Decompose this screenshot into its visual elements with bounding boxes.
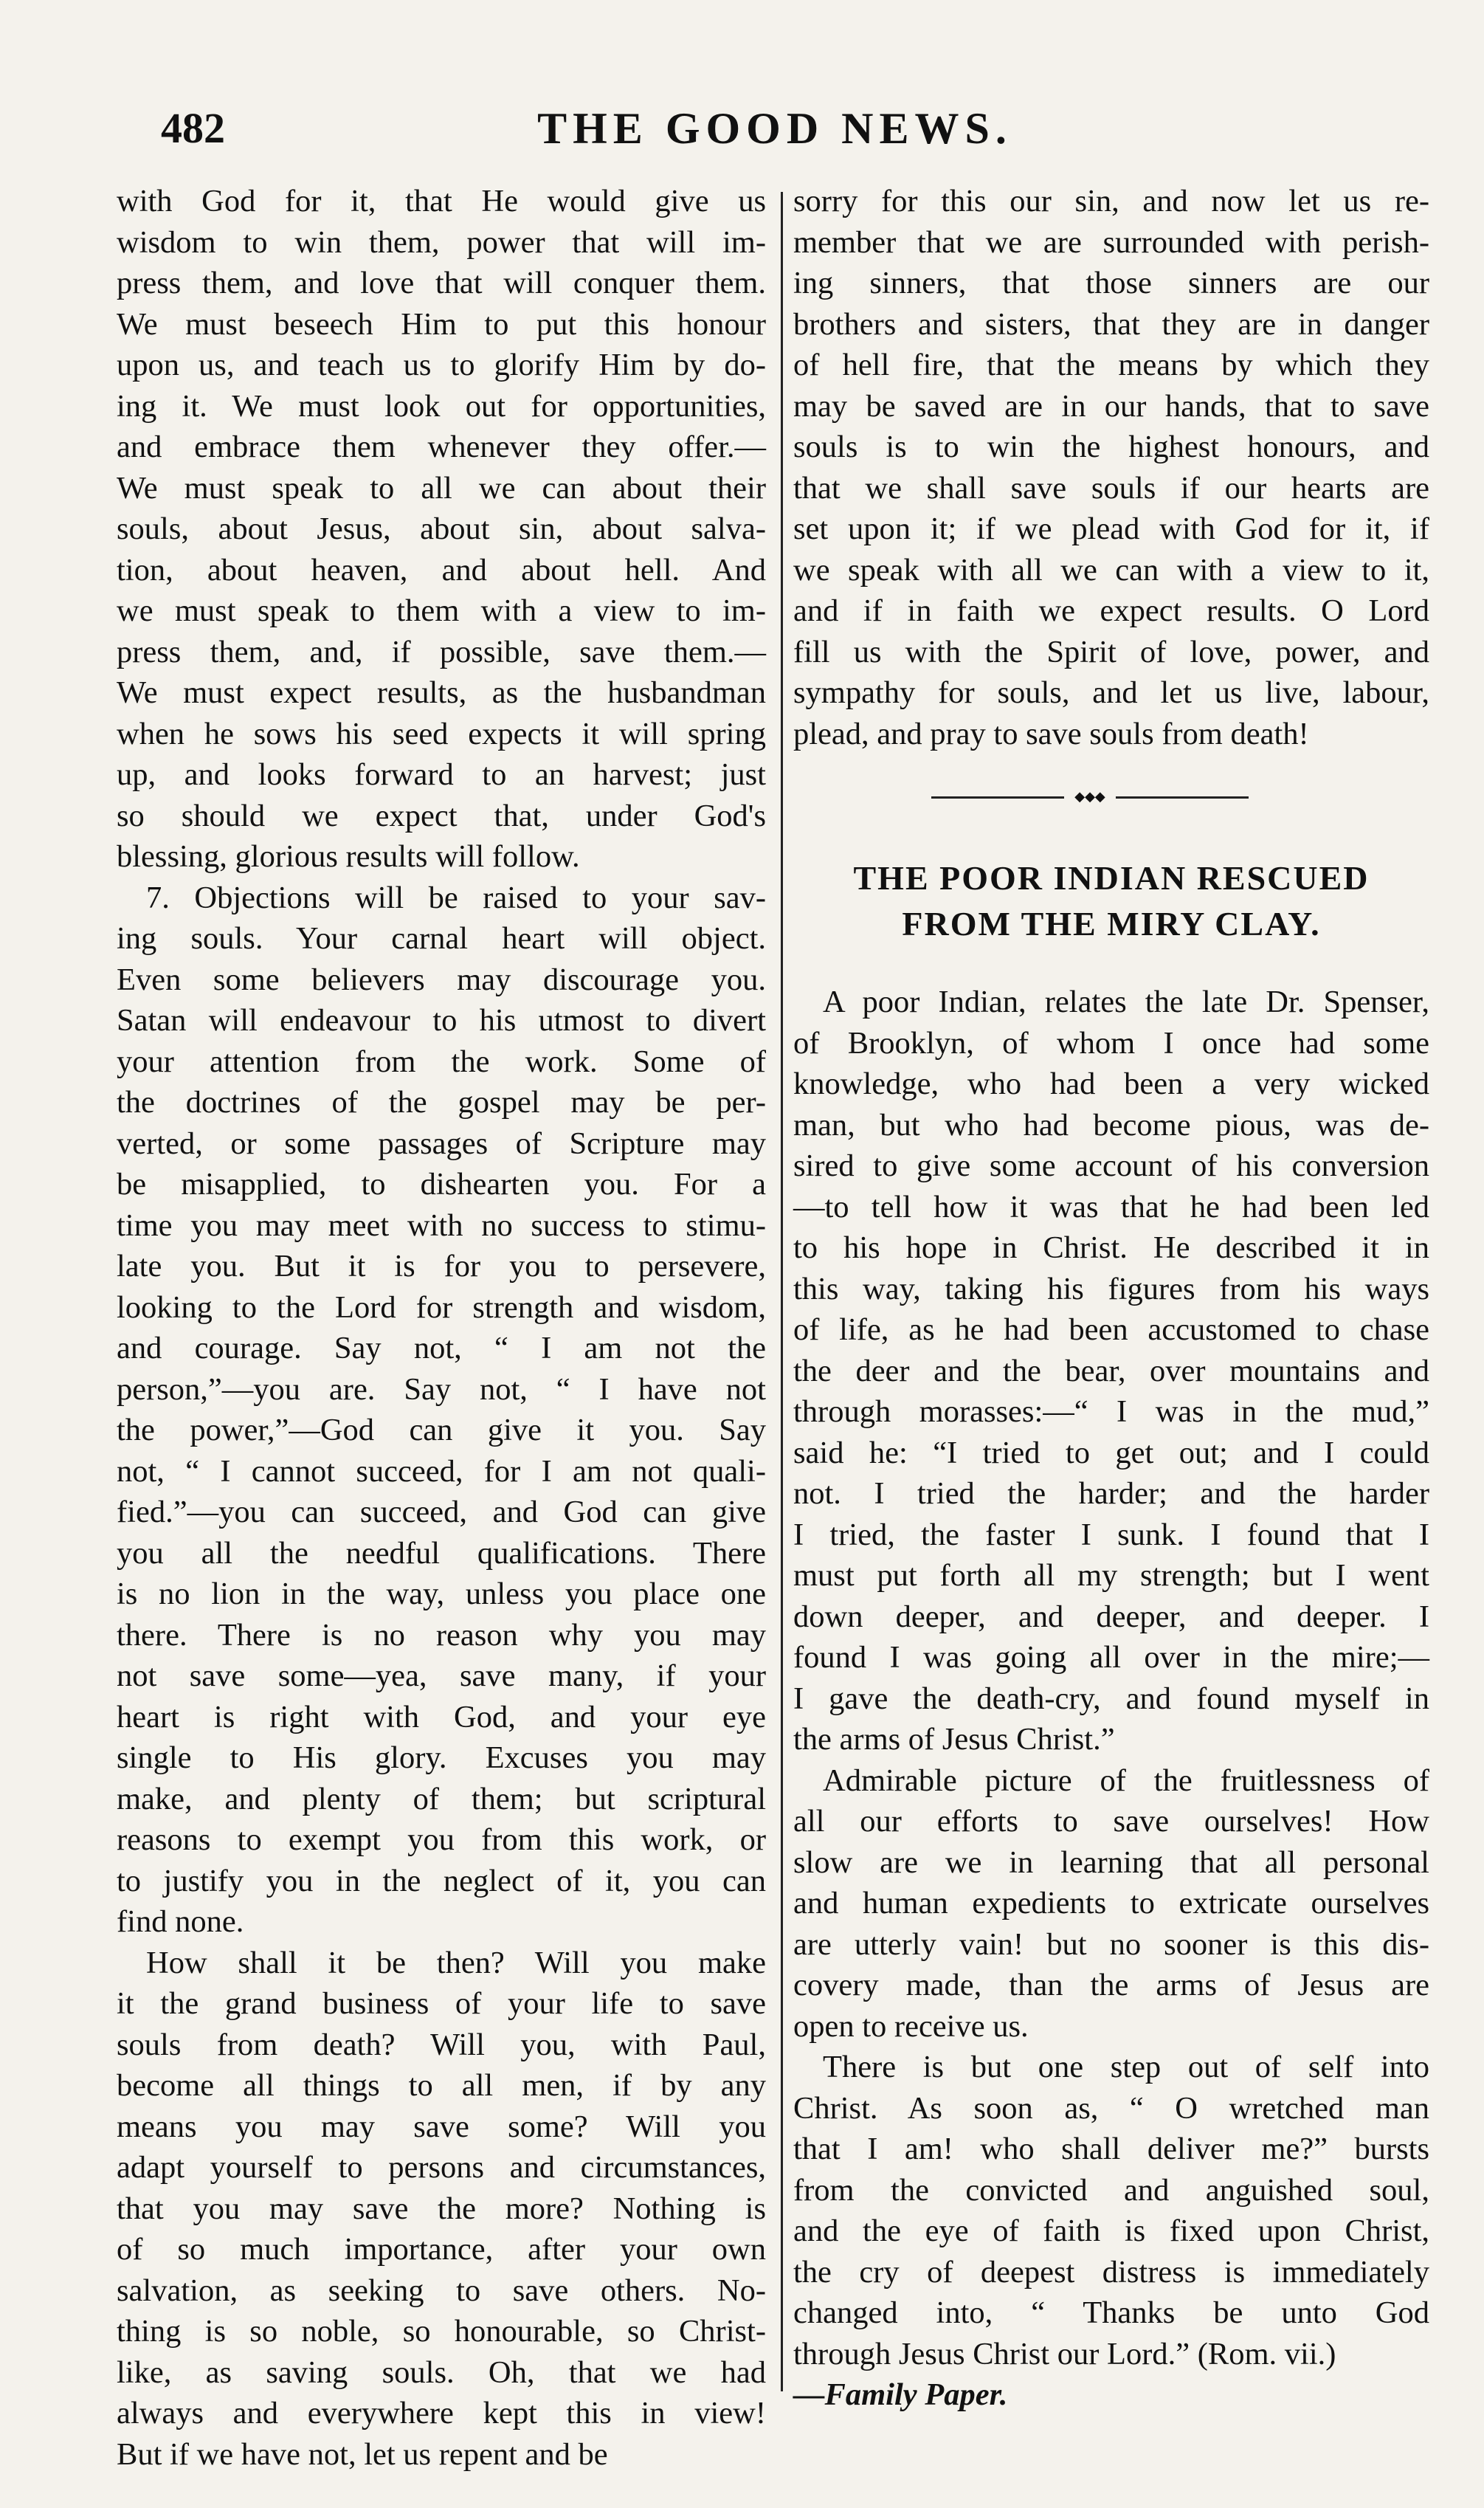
text-line: But if we have not, let us repent and be (117, 2436, 608, 2472)
text-line: we must speak to them with a view to im- (117, 593, 766, 628)
article-heading-line-1: THE POOR INDIAN RESCUED (853, 859, 1370, 897)
article-line: of life, as he had been accustomed to chase (793, 1312, 1429, 1347)
article-line: the cry of deepest distress is immediately (793, 2254, 1429, 2290)
text-line: we speak with all we can with a view to it, (793, 552, 1429, 588)
article-line: and the eye of faith is fixed upon Christ, (793, 2214, 1429, 2248)
article-line: that I am! who shall deliver me?” bursts (793, 2132, 1429, 2166)
article-line: of Brooklyn, of whom I once had some (793, 1025, 1429, 1061)
text-line: that you may save the more? Nothing is (117, 2191, 766, 2226)
text-line: means you may save some? Will you (117, 2109, 766, 2144)
text-line: not, “ I cannot succeed, for I am not quali- (117, 1453, 766, 1489)
text-line: souls is to win the highest honours, and (793, 430, 1429, 464)
article-line: from the convicted and anguished soul, (793, 2172, 1429, 2208)
text-line: that we shall save souls if our hearts are (793, 470, 1429, 506)
article-signature: —Family Paper. (793, 2377, 1008, 2412)
article-line: knowledge, who had been a very wicked (793, 1067, 1429, 1101)
text-line: How shall it be then? Will you make (146, 1945, 766, 1980)
article-line: —to tell how it was that he had been led (793, 1189, 1429, 1224)
text-line: ing souls. Your carnal heart will object. (117, 921, 766, 956)
article-line: I tried, the faster I sunk. I found that I (793, 1517, 1429, 1552)
page-number: 482 (161, 104, 225, 152)
article-line: open to receive us. (793, 2008, 1029, 2044)
running-title: THE GOOD NEWS. (537, 104, 1012, 153)
text-line: verted, or some passages of Scripture may (117, 1126, 766, 1161)
page-header (148, 103, 1402, 162)
text-line: Satan will endeavour to his utmost to divert (117, 1003, 766, 1038)
article-line: I gave the death-cry, and found myself in (793, 1681, 1429, 1716)
text-line: of hell fire, that the means by which they (793, 348, 1429, 382)
text-line: and embrace them whenever they offer.— (117, 430, 766, 464)
text-line: with God for it, that He would give us (117, 184, 766, 218)
ornament-rule-left (931, 796, 1064, 799)
article-line: A poor Indian, relates the late Dr. Spenser, (823, 985, 1429, 1019)
article-line: through Jesus Christ our Lord.” (Rom. vii.) (793, 2336, 1336, 2371)
article-heading-line-2: FROM THE MIRY CLAY. (902, 905, 1321, 943)
text-line: find none. (117, 1904, 244, 1939)
text-line: We must expect results, as the husbandman (117, 675, 766, 710)
text-line: wisdom to win them, power that will im- (117, 224, 766, 260)
article-line: to his hope in Christ. He described it in (793, 1230, 1429, 1265)
text-line: of so much importance, after your own (117, 2232, 766, 2267)
text-line: adapt yourself to persons and circumstances, (117, 2150, 766, 2185)
text-line: be misapplied, to dishearten you. For a (117, 1167, 766, 1202)
text-line: thing is so noble, so honourable, so Christ- (117, 2314, 766, 2349)
text-line: 7. Objections will be raised to your sav- (146, 880, 766, 915)
text-line: plead, and pray to save souls from death! (793, 716, 1309, 751)
article-line: found I was going all over in the mire;— (793, 1640, 1429, 1675)
article-line: sired to give some account of his conversion (793, 1148, 1429, 1183)
article-line: Christ. As soon as, “ O wretched man (793, 2090, 1429, 2126)
text-line: up, and looks forward to an harvest; just (117, 757, 766, 792)
article-line: must put forth all my strength; but I went (793, 1558, 1429, 1593)
text-line: fied.”—you can succeed, and God can give (117, 1495, 766, 1529)
article-line: changed into, “ Thanks be unto God (793, 2295, 1429, 2330)
text-line: become all things to all men, if by any (117, 2068, 766, 2103)
article-line: Admirable picture of the fruitlessness of (823, 1763, 1429, 1798)
text-line: sympathy for souls, and let us live, labour, (793, 675, 1429, 710)
text-line: may be saved are in our hands, that to save (793, 388, 1429, 424)
text-line: reasons to exempt you from this work, or (117, 1822, 766, 1857)
text-line: always and everywhere kept this in view! (117, 2396, 766, 2431)
text-line: Even some believers may discourage you. (117, 962, 766, 997)
text-line: looking to the Lord for strength and wisdom, (117, 1289, 766, 1325)
text-line: heart is right with God, and your eye (117, 1699, 766, 1734)
article-line: There is but one step out of self into (823, 2050, 1429, 2084)
text-line: so should we expect that, under God's (117, 798, 766, 833)
text-line: salvation, as seeking to save others. No- (117, 2273, 766, 2308)
text-line: your attention from the work. Some of (117, 1044, 766, 1079)
text-line: We must speak to all we can about their (117, 470, 766, 506)
article-line: down deeper, and deeper, and deeper. I (793, 1599, 1429, 1634)
text-line: press them, and, if possible, save them.— (117, 634, 766, 669)
text-line: the power,”—God can give it you. Say (117, 1413, 766, 1447)
text-line: upon us, and teach us to glorify Him by do- (117, 348, 766, 382)
article-line: all our efforts to save ourselves! How (793, 1804, 1429, 1839)
ornament-dots: ◆◆◆ (1074, 789, 1105, 805)
text-line: ing it. We must look out for opportunities, (117, 388, 766, 424)
article-line: not. I tried the harder; and the harder (793, 1476, 1429, 1511)
text-line: it the grand business of your life to save (117, 1986, 766, 2021)
text-line: when he sows his seed expects it will spring (117, 716, 766, 751)
article-line: through morasses:—“ I was in the mud,” (793, 1394, 1429, 1429)
text-line: tion, about heaven, and about hell. And (117, 552, 766, 588)
right-column-top (793, 181, 1429, 754)
article-line: slow are we in learning that all personal (793, 1844, 1429, 1880)
text-line: you all the needful qualifications. There (117, 1535, 766, 1571)
text-line: press them, and love that will conquer them. (117, 266, 766, 300)
text-line: fill us with the Spirit of love, power, and (793, 634, 1429, 669)
text-line: set upon it; if we plead with God for it, if (793, 511, 1429, 546)
text-line: member that we are surrounded with perish- (793, 224, 1429, 260)
text-line: person,”—you are. Say not, “ I have not (117, 1371, 766, 1407)
text-line: and if in faith we expect results. O Lord (793, 593, 1429, 628)
text-line: to justify you in the neglect of it, you can (117, 1863, 766, 1898)
text-line: is no lion in the way, unless you place one (117, 1577, 766, 1611)
article-line: the arms of Jesus Christ.” (793, 1722, 1115, 1757)
text-line: the doctrines of the gospel may be per- (117, 1085, 766, 1120)
article-line: and human expedients to extricate ourselves (793, 1886, 1429, 1920)
text-line: brothers and sisters, that they are in danger (793, 306, 1429, 342)
article-line: the deer and the bear, over mountains and (793, 1353, 1429, 1388)
text-line: there. There is no reason why you may (117, 1617, 766, 1653)
section-ornament (931, 790, 1249, 805)
text-line: and courage. Say not, “ I am not the (117, 1331, 766, 1365)
text-line: souls, about Jesus, about sin, about salva- (117, 511, 766, 546)
article-line: are utterly vain! but no sooner is this dis- (793, 1926, 1429, 1962)
text-line: make, and plenty of them; but scriptural (117, 1781, 766, 1816)
article-line: this way, taking his figures from his ways (793, 1271, 1429, 1306)
article-line: said he: “I tried to get out; and I could (793, 1435, 1429, 1470)
ornament-rule-right (1116, 796, 1249, 799)
text-line: souls from death? Will you, with Paul, (117, 2027, 766, 2062)
article-line: man, but who had become pious, was de- (793, 1107, 1429, 1143)
column-divider (781, 192, 783, 2391)
text-line: ing sinners, that those sinners are our (793, 266, 1429, 300)
text-line: time you may meet with no success to stimu- (117, 1208, 766, 1243)
text-line: blessing, glorious results will follow. (117, 839, 580, 874)
text-line: late you. But it is for you to persevere, (117, 1249, 766, 1284)
article-line: covery made, than the arms of Jesus are (793, 1968, 1429, 2002)
text-line: We must beseech Him to put this honour (117, 306, 766, 342)
text-line: single to His glory. Excuses you may (117, 1740, 766, 1775)
text-line: like, as saving souls. Oh, that we had (117, 2354, 766, 2390)
left-column (117, 181, 766, 2475)
article-body (793, 982, 1429, 2416)
text-line: not save some—yea, save many, if your (117, 1658, 766, 1693)
text-line: sorry for this our sin, and now let us re- (793, 184, 1429, 218)
